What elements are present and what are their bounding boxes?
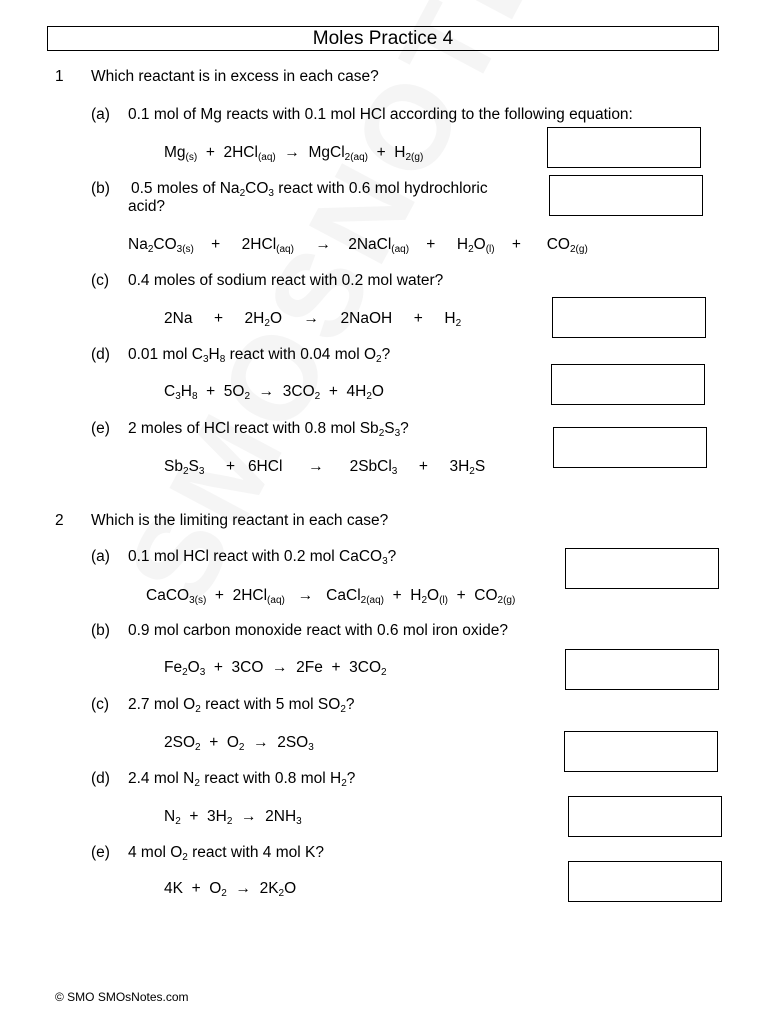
q1d-label: (d) — [91, 346, 110, 363]
q2d-equation: $N_2 + 3H_2 \to 2NH_3$ — [164, 808, 302, 827]
question-2-number: 2 — [55, 512, 64, 529]
page-title: Moles Practice 4 — [47, 26, 719, 51]
question-1-prompt: Which reactant is in excess in each case? — [91, 68, 379, 85]
q1a-answer-box[interactable] — [547, 127, 701, 168]
q1b-label: (b) — [91, 180, 110, 197]
q2b-answer-box[interactable] — [565, 649, 719, 690]
q2b-equation: $Fe_2O_3 + 3CO \to 2Fe + 3CO_2$ — [164, 659, 387, 678]
q1b-text-line2: acid? — [128, 198, 166, 215]
q1b-equation: $Na_2CO_{3(s)}$ + 2HCl$_{(aq)}$ → 2NaCl$_{(aq)}$ + $H_2O_{(l)}$ + $CO_{2(g)}$ — [128, 236, 588, 255]
q1e-equation: $Sb_2S_3$ + 6HCl → 2SbCl$_3$ + $3H_2S$ — [164, 458, 486, 477]
q2d-text: 2.4 mol $N_2$ react with 0.8 mol $H_2$? — [128, 770, 356, 789]
q2a-text: 0.1 mol HCl react with 0.2 mol CaCO$_3$? — [128, 548, 397, 567]
q2e-text: 4 mol $O_2$ react with 4 mol K? — [128, 844, 324, 863]
q1c-answer-box[interactable] — [552, 297, 706, 338]
q1b-answer-box[interactable] — [549, 175, 703, 216]
q1a-label: (a) — [91, 106, 110, 123]
q2e-answer-box[interactable] — [568, 861, 722, 902]
question-1-number: 1 — [55, 68, 64, 85]
q1b-text: 0.5 moles of $Na_2CO_3$ react with 0.6 mol hydrochloric — [131, 180, 488, 199]
q2c-answer-box[interactable] — [564, 731, 718, 772]
q1c-label: (c) — [91, 272, 110, 289]
q1e-text: 2 moles of HCl react with 0.8 mol $Sb_2S_3$? — [128, 420, 409, 439]
q1d-equation: $C_3H_8 + 5O_2 \to 3CO_2 + 4H_2O$ — [164, 383, 384, 402]
q2b-label: (b) — [91, 622, 110, 639]
q1e-label: (e) — [91, 420, 110, 437]
question-2-prompt: Which is the limiting reactant in each case? — [91, 512, 389, 529]
q2a-answer-box[interactable] — [565, 548, 719, 589]
q1a-text: 0.1 mol of Mg reacts with 0.1 mol HCl according to the following equation: — [128, 106, 633, 123]
q2d-label: (d) — [91, 770, 110, 787]
q2a-label: (a) — [91, 548, 110, 565]
q1d-text: 0.01 mol $C_3H_8$ react with 0.04 mol $O_2$? — [128, 346, 391, 365]
q2e-equation: $4K + O_2 \to 2K_2O$ — [164, 880, 297, 899]
q1d-answer-box[interactable] — [551, 364, 705, 405]
q1c-text: 0.4 moles of sodium react with 0.2 mol water? — [128, 272, 444, 289]
footer-copyright: © SMO SMOsNotes.com — [55, 990, 189, 1004]
q2e-label: (e) — [91, 844, 110, 861]
q1c-equation: 2Na + $2H_2O$ → 2NaOH + $H_2$ — [164, 310, 462, 329]
q2a-equation: CaCO$_{3(s)}$ + 2HCl$_{(aq)}$ → CaCl$_{2(aq)}$ + $H_2O_{(l)} + CO_{2(g)}$ — [146, 587, 516, 606]
q2c-text: 2.7 mol $O_2$ react with 5 mol $SO_2$? — [128, 696, 355, 715]
q2c-equation: $2SO_2 + O_2 \to 2SO_3$ — [164, 734, 314, 753]
q2d-answer-box[interactable] — [568, 796, 722, 837]
q1e-answer-box[interactable] — [553, 427, 707, 468]
q2c-label: (c) — [91, 696, 110, 713]
q1a-equation: $Mg_{(s)} + 2HCl_{(aq)}$ → MgCl$_{2(aq)}$ + $H_{2(g)}$ — [164, 144, 424, 163]
q2b-text: 0.9 mol carbon monoxide react with 0.6 mol iron oxide? — [128, 622, 508, 639]
